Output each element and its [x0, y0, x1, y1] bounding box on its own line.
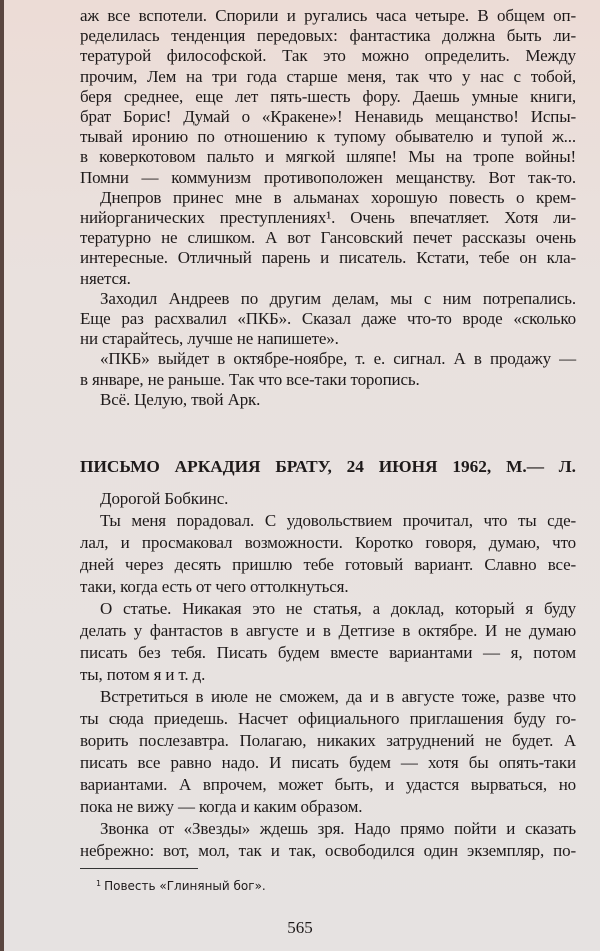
text-line: Звонка от «Звезды» ждешь зря. Надо прямо пойти и сказать — [100, 819, 576, 839]
text-line: аж все вспотели. Спорили и ругались часа четыре. В общем оп- — [80, 6, 576, 25]
text-line: в коверкотовом пальто и мягкой шляпе! Мы на тропе войны! — [80, 147, 576, 167]
text-line: тывай иронию по отношению к тупому обывателю и тупой ж... — [80, 127, 576, 147]
text-line: тературой философской. Так это можно определить. Между — [80, 46, 576, 66]
text-line: ни старайтесь, лучше не напишете». — [80, 329, 339, 349]
text-line: тературно не слишком. А вот Гансовский печет рассказы очень — [80, 228, 576, 248]
text-line: писать без тебя. Писать будем вместе вариантами — я, потом — [80, 643, 576, 663]
text-line: вариантами. А впрочем, может быть, и удастся вырваться, но — [80, 775, 576, 795]
paragraph — [80, 289, 576, 350]
text-line: Заходил Андреев по другим делам, мы с ним потрепались. — [100, 288, 576, 308]
letter-heading: ПИСЬМО АРКАДИЯ БРАТУ, 24 ИЮНЯ 1962, М.— Л. — [80, 457, 576, 477]
text-line: брат Борис! Думай о «Кракене»! Ненавидь мещанство! Испы- — [80, 107, 576, 127]
text-block-previous-letter — [80, 6, 576, 410]
text-line: писать все равно надо. И писать будем — хотя бы опять-таки — [80, 753, 576, 773]
page-number: 565 — [287, 918, 313, 938]
text-line: нийорганических преступлениях¹. Очень впечатляет. Хотя ли- — [80, 208, 576, 228]
text-line: Встретиться в июле не сможем, да и в августе тоже, разве что — [100, 687, 576, 707]
text-line: беря среднее, еще лет пять-шесть фору. Даешь умные книги, — [80, 86, 576, 106]
paragraph — [80, 188, 576, 289]
text-line: Еще раз расхвалил «ПКБ». Сказал даже что-то вроде «сколько — [80, 309, 576, 329]
paragraph — [80, 488, 576, 510]
text-line: прочим, Лем на три года старше меня, так что у нас с тобой, — [80, 66, 576, 86]
text-line: няется. — [80, 268, 131, 288]
text-line: Помни — коммунизм противоположен мещанству. Вот так-то. — [80, 167, 576, 187]
footnote-text: Повесть «Глиняный бог». — [104, 879, 266, 894]
text-line: делать у фантастов в августе и в Детгизе в октябре. И не думаю — [80, 621, 576, 641]
text-block-letter — [80, 488, 576, 862]
text-line: интересные. Отличный парень и писатель. Кстати, тебе он кла- — [80, 248, 576, 268]
text-line: «ПКБ» выйдет в октябре-ноябре, т. е. сигнал. А в продажу — — [100, 349, 576, 369]
text-line: дней через десять пришлю тебе готовый вариант. Славно все- — [80, 555, 576, 575]
paragraph — [80, 390, 576, 410]
footnote-divider — [80, 868, 198, 869]
text-line: ворить послезавтра. Полагаю, никаких затруднений не будет. А — [80, 731, 576, 751]
paragraph — [80, 510, 576, 598]
text-line: лал, и просмаковал возможности. Коротко говоря, думаю, что — [80, 533, 576, 553]
paragraph — [80, 6, 576, 188]
footnote-marker: 1 — [96, 879, 102, 889]
text-line: ты сюда приедешь. Насчет официального приглашения буду го- — [80, 709, 576, 729]
text-line: ределилась тенденция передовых: фантастика должна быть ли- — [80, 26, 576, 46]
page-edge — [0, 0, 4, 951]
paragraph — [80, 598, 576, 686]
text-line: Дорогой Бобкинс. — [100, 489, 229, 509]
text-line: ты, потом я и т. д. — [80, 665, 206, 685]
footnote — [96, 878, 576, 894]
text-line: О статье. Никакая это не статья, а доклад, который я буду — [100, 599, 576, 619]
text-line: Ты меня порадовал. С удовольствием прочитал, что ты сде- — [100, 511, 576, 531]
text-line: небрежно: вот, мол, так и так, освободился один экземпляр, по- — [80, 841, 576, 861]
paragraph — [80, 818, 576, 862]
text-line: Днепров принес мне в альманах хорошую повесть о крем- — [100, 187, 576, 207]
text-line: таки, когда есть от чего оттолкнуться. — [80, 577, 349, 597]
paragraph — [80, 686, 576, 818]
text-line: в январе, не раньше. Так что все-таки торопись. — [80, 369, 420, 389]
paragraph — [80, 349, 576, 389]
text-line: Всё. Целую, твой Арк. — [100, 389, 261, 409]
text-line: пока не вижу — когда и каким образом. — [80, 797, 363, 817]
